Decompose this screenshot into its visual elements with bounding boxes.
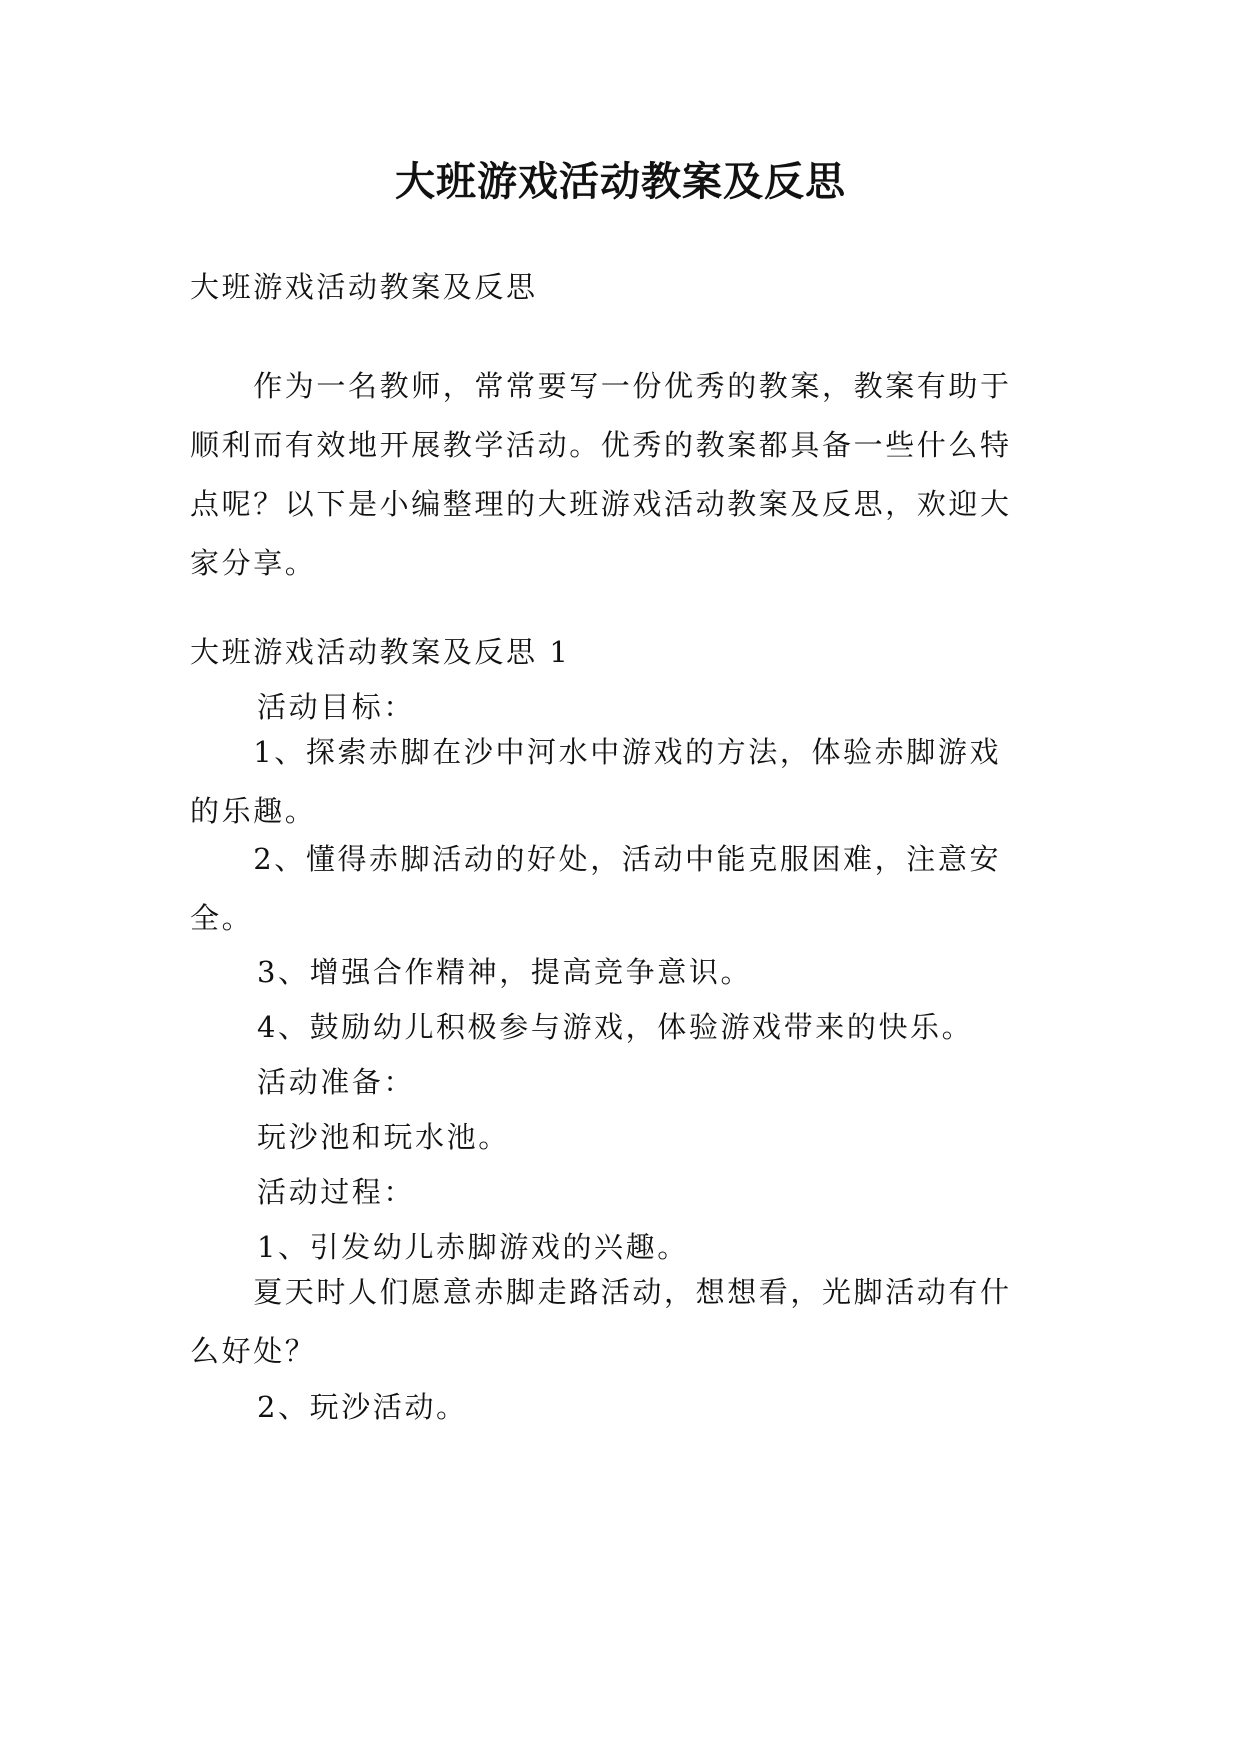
- goals-heading: 活动目标：: [257, 690, 416, 724]
- goal-1-paragraph: [190, 723, 1060, 841]
- goal-1-line-1: 1、探索赤脚在沙中河水中游戏的方法，体验赤脚游戏: [190, 735, 1002, 769]
- intro-line-4: 家分享。: [190, 546, 317, 580]
- step-2: 2、玩沙活动。: [257, 1390, 468, 1424]
- document-title: 大班游戏活动教案及反思: [395, 159, 846, 205]
- goal-4: 4、鼓励幼儿积极参与游戏，体验游戏带来的快乐。: [257, 1010, 974, 1044]
- goal-1-line-2: 的乐趣。: [190, 794, 317, 828]
- goal-2-paragraph: [190, 830, 1060, 948]
- goal-3: 3、增强合作精神，提高竞争意识。: [257, 955, 753, 989]
- step-1: 1、引发幼儿赤脚游戏的兴趣。: [257, 1230, 689, 1264]
- step-1-line-2: 么好处？: [190, 1334, 317, 1368]
- step-1-paragraph: [190, 1263, 1060, 1381]
- goal-2-line-1: 2、懂得赤脚活动的好处，活动中能克服困难，注意安: [190, 842, 1002, 876]
- goal-2-line-2: 全。: [190, 901, 254, 935]
- intro-line-3: 点呢？以下是小编整理的大班游戏活动教案及反思，欢迎大: [190, 487, 1012, 521]
- section-heading: 大班游戏活动教案及反思 1: [190, 635, 571, 669]
- intro-line-1: 作为一名教师，常常要写一份优秀的教案，教案有助于: [190, 369, 1012, 403]
- document-subtitle: 大班游戏活动教案及反思: [190, 270, 538, 304]
- prep-text: 玩沙池和玩水池。: [257, 1120, 510, 1154]
- intro-paragraph: [190, 357, 1060, 593]
- intro-line-2: 顺利而有效地开展教学活动。优秀的教案都具备一些什么特: [190, 428, 1012, 462]
- prep-heading: 活动准备：: [257, 1065, 416, 1099]
- step-1-line-1: 夏天时人们愿意赤脚走路活动，想想看，光脚活动有什: [190, 1275, 1012, 1309]
- process-heading: 活动过程：: [257, 1175, 416, 1209]
